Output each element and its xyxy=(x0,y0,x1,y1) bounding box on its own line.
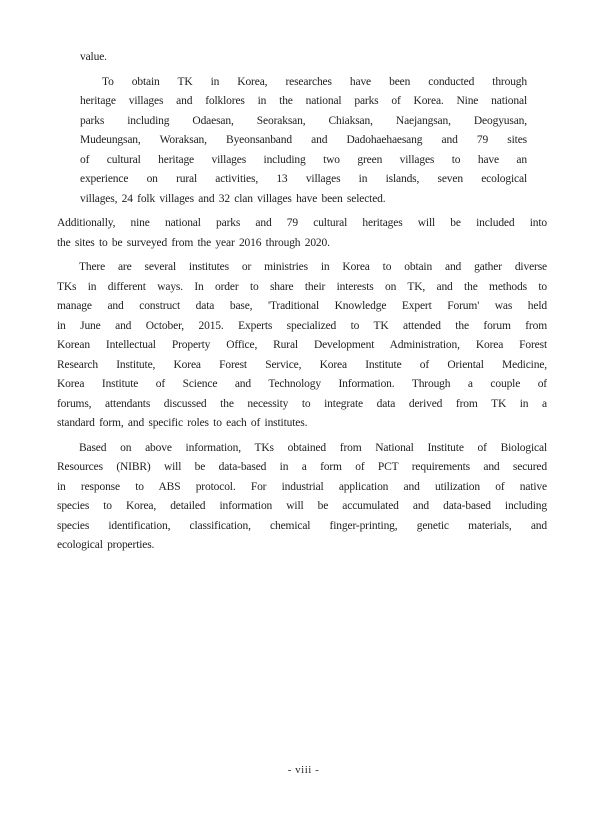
paragraph xyxy=(57,439,547,556)
text-line: To obtain TK in Korea, researches have been conducted through xyxy=(102,75,527,88)
text-line: experience on rural activities, 13 villages in islands, seven ecological xyxy=(80,173,527,185)
text-line: value. xyxy=(80,51,107,63)
text-line: TKs in different ways. In order to share their interests on TK, and the methods to xyxy=(57,280,547,293)
page-footer xyxy=(0,763,607,777)
text-line: villages, 24 folk villages and 32 clan villages have been selected. xyxy=(80,192,386,205)
paragraph xyxy=(57,214,547,253)
text-line: Korean Intellectual Property Office, Rural Development Administration, Korea Forest xyxy=(57,339,547,351)
text-line: species identification, classification, chemical finger-printing, genetic materials, and xyxy=(57,519,547,532)
text-line: Korea Institute of Science and Technology Information. Through a couple of xyxy=(57,378,547,390)
page-number: - viii - xyxy=(287,764,320,776)
text-line: parks including Odaesan, Seoraksan, Chiaksan, Naejangsan, Deogyusan, xyxy=(80,114,527,127)
text-line: Additionally, nine national parks and 79 cultural heritages will be included into xyxy=(57,217,547,229)
text-line: ecological properties. xyxy=(57,539,155,551)
text-line: forums, attendants discussed the necessity to integrate data derived from TK in a xyxy=(57,397,547,410)
text-line: Mudeungsan, Woraksan, Byeonsanband and Dadohaehaesang and 79 sites xyxy=(80,134,527,146)
page-body xyxy=(57,48,547,561)
text-line: standard form, and specific roles to each of institutes. xyxy=(57,417,308,429)
text-line: Research Institute, Korea Forest Service, Korea Institute of Oriental Medicine, xyxy=(57,358,547,371)
text-line: Resources (NIBR) will be data-based in a form of PCT requirements and secured xyxy=(57,461,547,473)
text-line: manage and construct data base, 'Traditional Knowledge Expert Forum' was held xyxy=(57,300,547,312)
text-line: in June and October, 2015. Experts specialized to TK attended the forum from xyxy=(57,319,547,332)
paragraph xyxy=(80,48,527,68)
paragraph xyxy=(80,73,527,210)
text-line: There are several institutes or ministries in Korea to obtain and gather diverse xyxy=(79,261,547,273)
text-line: species to Korea, detailed information will be accumulated and data-based including xyxy=(57,500,547,512)
text-line: in response to ABS protocol. For industrial application and utilization of native xyxy=(57,480,547,493)
text-line: heritage villages and folklores in the national parks of Korea. Nine national xyxy=(80,95,527,107)
text-line: of cultural heritage villages including two green villages to have an xyxy=(80,153,527,166)
paragraph xyxy=(57,258,547,434)
text-line: the sites to be surveyed from the year 2016 through 2020. xyxy=(57,236,330,249)
text-line: Based on above information, TKs obtained from National Institute of Biological xyxy=(79,441,547,454)
